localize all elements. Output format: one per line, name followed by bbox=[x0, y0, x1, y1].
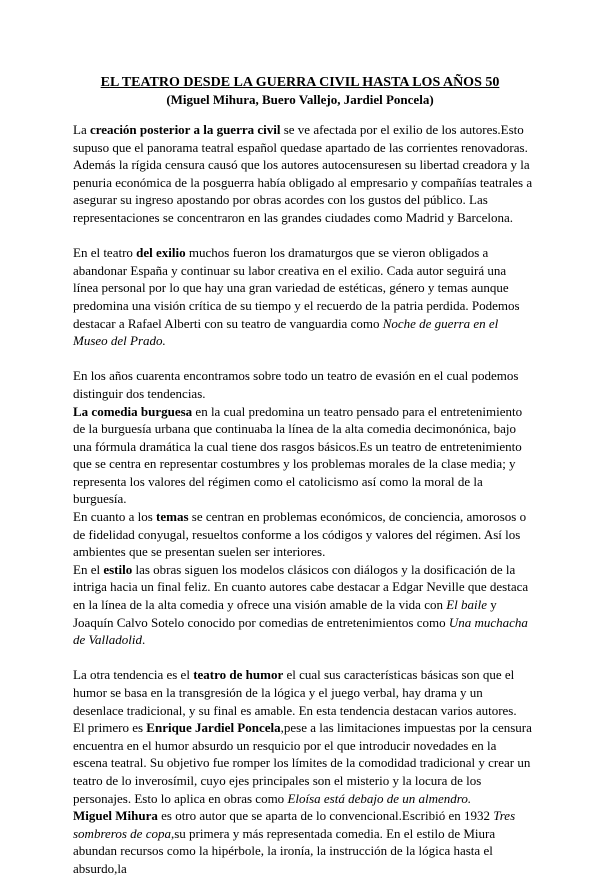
bold-term: estilo bbox=[103, 561, 133, 577]
text-run: En el bbox=[73, 561, 104, 577]
paragraph-gap bbox=[73, 227, 533, 245]
paragraph-teatro-humor bbox=[73, 666, 533, 719]
paragraph-temas bbox=[73, 508, 533, 561]
bold-term: temas bbox=[156, 509, 189, 525]
paragraph-comedia-burguesa bbox=[73, 403, 533, 509]
paragraph-anos-cuarenta bbox=[73, 367, 533, 402]
paragraph-jardiel-poncela bbox=[73, 719, 533, 807]
text-run: En los años cuarenta encontramos sobre todo un teatro de evasión en el cual podemos distinguir dos tendencias. bbox=[73, 368, 519, 401]
work-title: Noche de guerra en el Museo del Prado. bbox=[73, 315, 499, 349]
document-subtitle: (Miguel Mihura, Buero Vallejo, Jardiel Poncela) bbox=[166, 92, 434, 107]
paragraph-gap bbox=[73, 649, 533, 667]
bold-term: Miguel Mihura bbox=[73, 808, 158, 824]
paragraph-estilo bbox=[73, 561, 533, 649]
paragraph-gap bbox=[73, 350, 533, 368]
text-run: . bbox=[141, 632, 146, 648]
paragraph-intro bbox=[73, 121, 533, 227]
work-title: El baile bbox=[446, 597, 488, 613]
text-run: el cual sus características básicas son que el humor se basa en la transgresión de la lógica y el juego verbal, hay drama y un desenlace tradicional, y su final es amable. En esta tendencia destacan varios autores. bbox=[73, 667, 517, 718]
bold-term: del exilio bbox=[136, 245, 186, 261]
text-run: en la cual predomina un teatro pensado para el entretenimiento de la burguesía urbana que continuaba la línea de la alta comedia decimonónica, bajo una fórmula dramática la cual tiene dos rasgos básicos.Es un teatro de entretenimiento que se centra en representar costumbres y los problemas morales de la clase media; y representa los valores del régimen como el catolicismo así como la moral de la burguesía. bbox=[73, 403, 523, 507]
text-run: En el teatro bbox=[73, 245, 137, 261]
document-body bbox=[73, 121, 533, 878]
paragraph-mihura bbox=[73, 807, 533, 877]
text-run: y Joaquín Calvo Sotelo conocido por comedias de entretenimientos como bbox=[73, 597, 497, 630]
bold-term: creación posterior a la guerra civil bbox=[89, 122, 281, 137]
text-run: se ve afectada por el exilio de los autores.Esto supuso que el panorama teatral español quedase apartado de las corrientes renovadoras. Además la rígida censura causó que los autores autocensuresen su libertad creadora y la penuria económica de la posguerra había obligado al empresario y compañías teatrales a asegurar su ingreso apostando por obras acordes con los gustos del público. Las representaciones se concentraron en las grandes ciudades como Madrid y Barcelona. bbox=[73, 122, 533, 225]
text-run: La otra tendencia es el bbox=[73, 667, 194, 683]
work-title: Eloísa está debajo de un almendro. bbox=[287, 790, 472, 806]
text-run: ,pese a las limitaciones impuestas por la censura encuentra en el humor absurdo un resquicio por el que introducir novedades en la escena teatral. Su objetivo fue romper los límites de la comodidad tradicional y crear un teatro de lo inverosímil, cuyo ejes principales son el misterio y la locura de los personajes. Esto lo aplica en obras como bbox=[73, 720, 532, 806]
text-run: En cuanto a los bbox=[73, 509, 157, 525]
document-title: EL TEATRO DESDE LA GUERRA CIVIL HASTA LOS AÑOS 50 bbox=[100, 75, 500, 90]
text-run: se centran en problemas económicos, de conciencia, amorosos o de fidelidad conyugal, resueltos conforme a los códigos y valores del régimen. Así los ambientes que se presentan suelen ser interiores. bbox=[73, 509, 527, 560]
work-title: Una muchacha de Valladolid bbox=[73, 614, 528, 648]
text-run: muchos fueron los dramaturgos que se vieron obligados a abandonar España y continuar su labor creativa en el exilio. Cada autor seguirá una línea personal por lo que hay una gran variedad de estéticas, género y temas aunque predomina una visión crítica de su tiempo y el recuerdo de la patria perdida. Podemos destacar a Rafael Alberti con su teatro de vanguardia como bbox=[73, 245, 520, 331]
text-run: ,su primera y más representada comedia. En el estilo de Miura abundan recursos como la hipérbole, la ironía, la instrucción de la lógica hasta el absurdo,la bbox=[73, 825, 496, 876]
text-run: las obras siguen los modelos clásicos con diálogos y la dosificación de la intriga hacia un final feliz. En cuanto autores cabe destacar a Edgar Neville que destaca en la línea de la alta comedia y ofrece una visión amable de la vida con bbox=[73, 561, 529, 613]
text-run: El primero es bbox=[73, 720, 147, 736]
text-run: es otro autor que se aparta de lo convencional.Escribió en 1932 bbox=[157, 808, 494, 824]
paragraph-exilio bbox=[73, 244, 533, 350]
bold-term: La comedia burguesa bbox=[73, 403, 193, 419]
text-run: La bbox=[73, 122, 90, 137]
bold-term: teatro de humor bbox=[193, 667, 284, 683]
bold-term: Enrique Jardiel Poncela bbox=[146, 720, 281, 736]
work-title: Tres sombreros de copa bbox=[73, 808, 516, 841]
